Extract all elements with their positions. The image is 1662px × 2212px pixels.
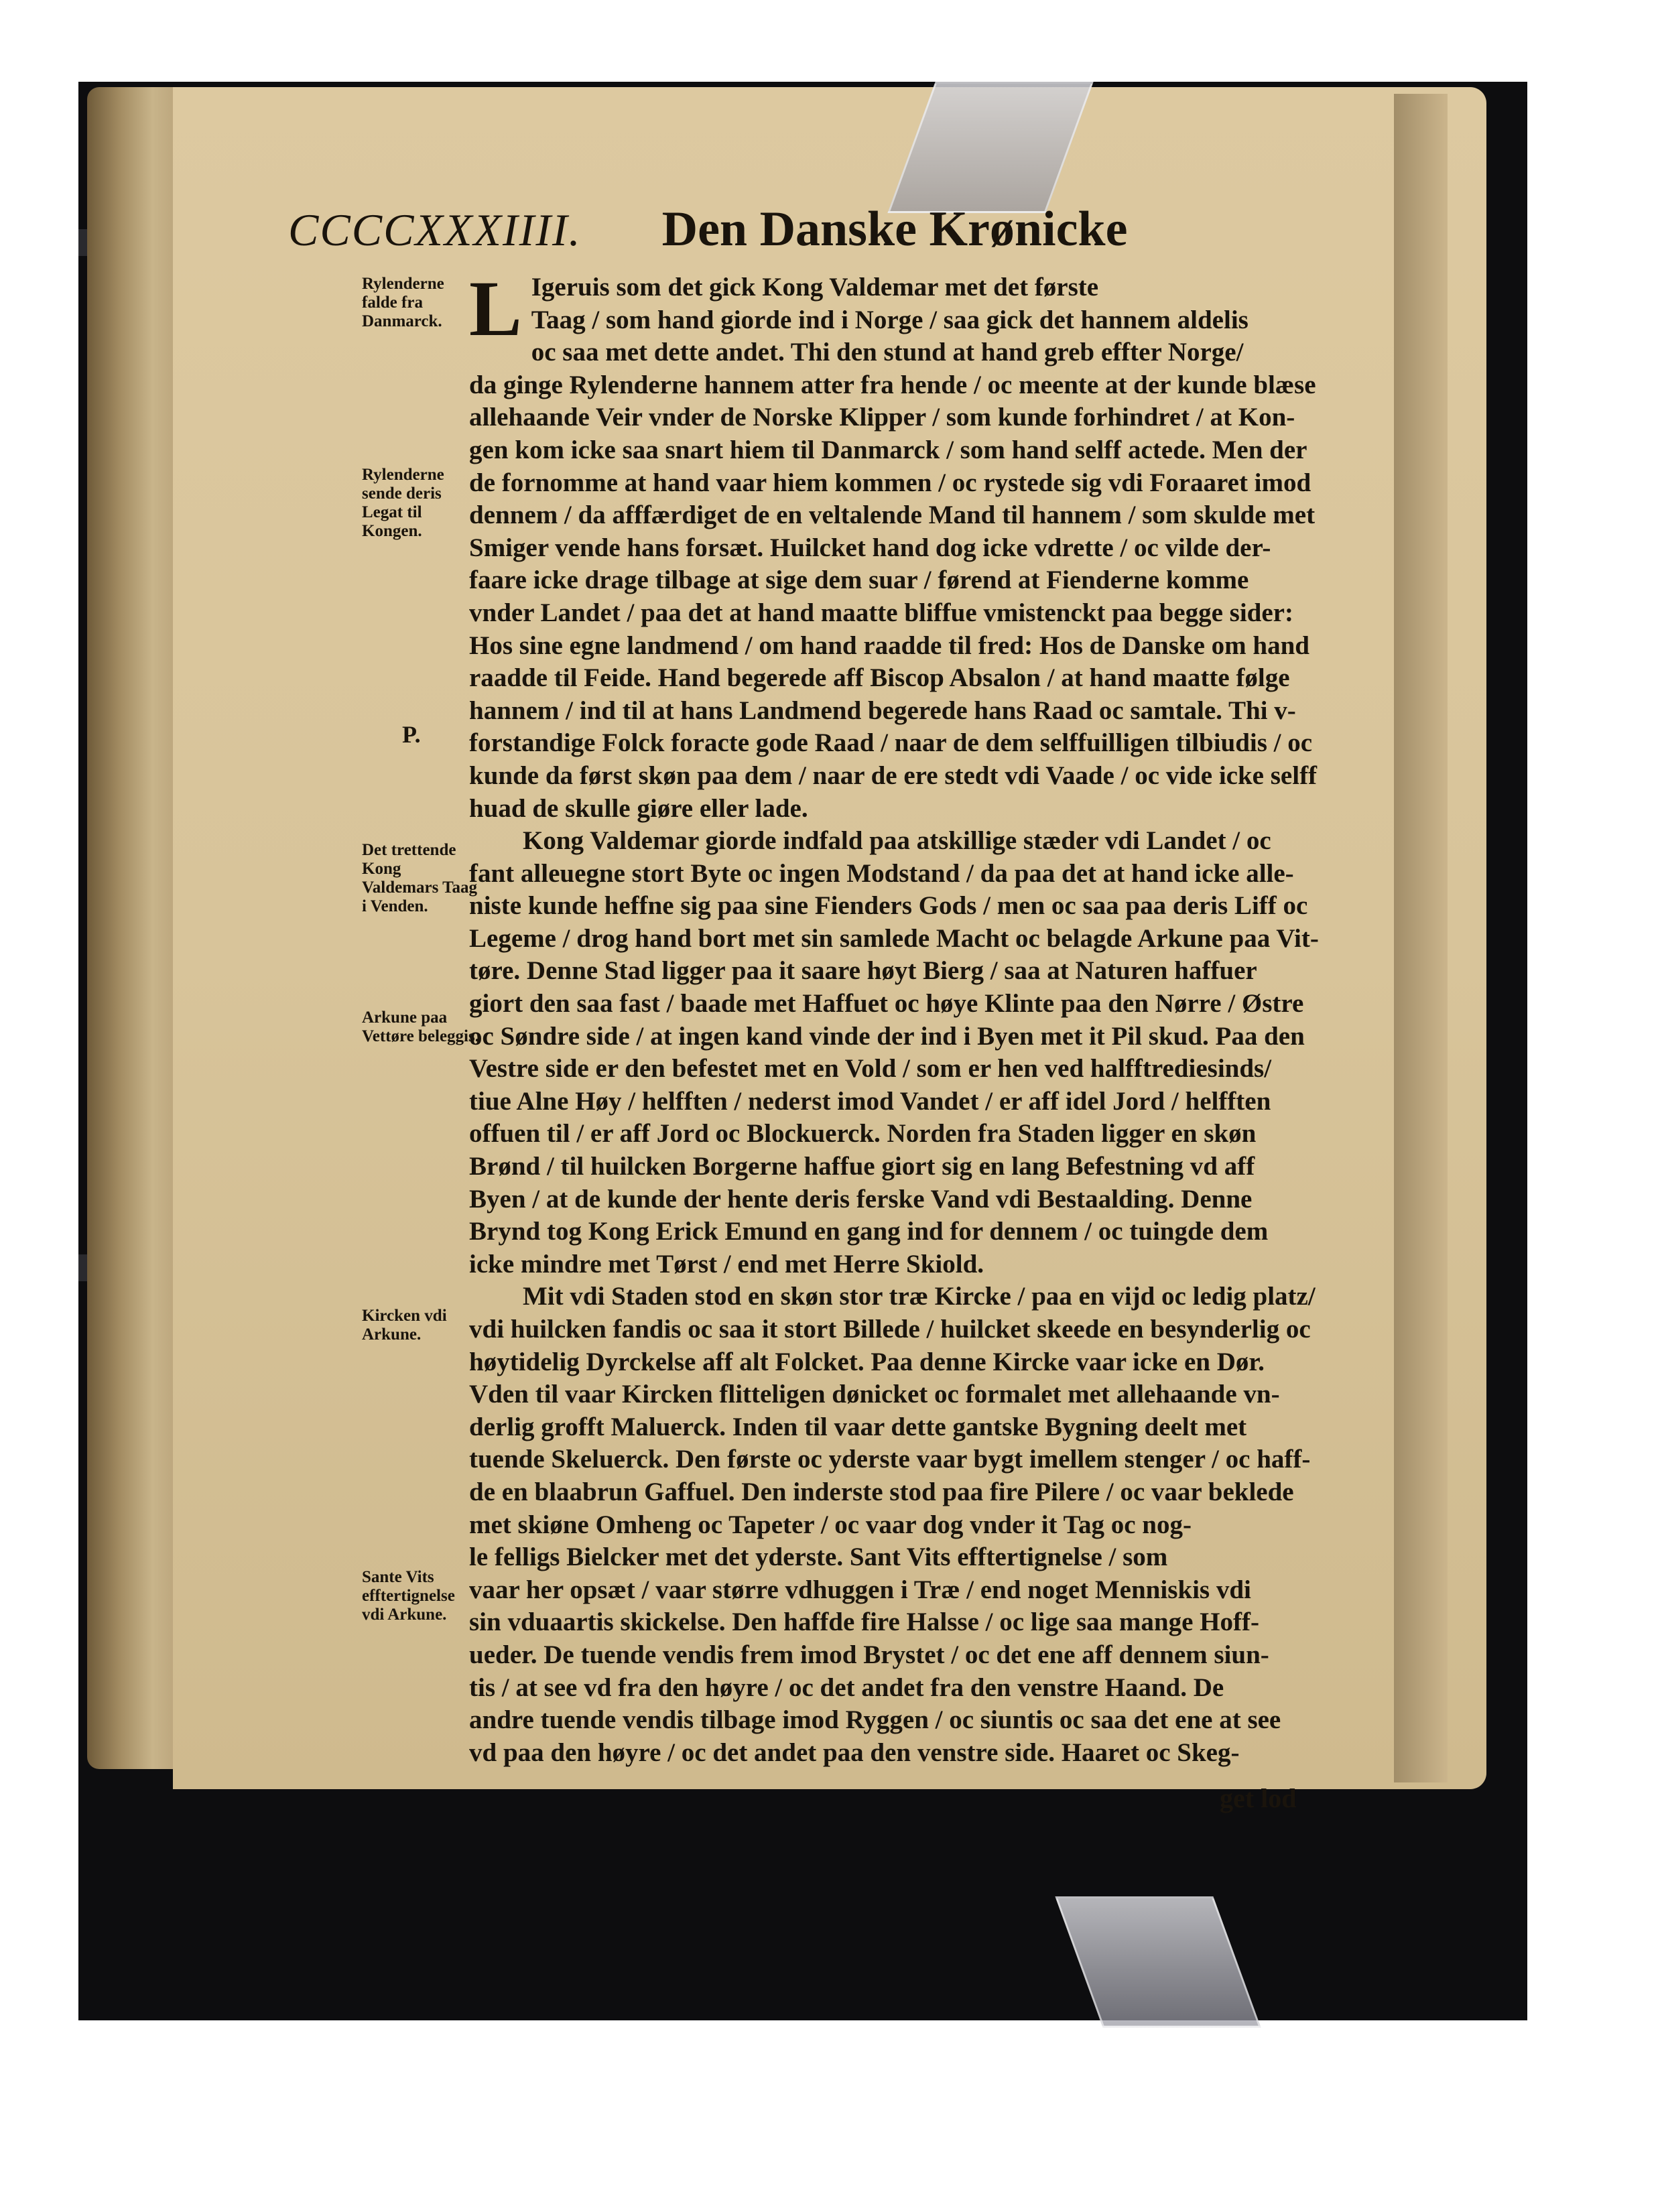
margin-note: Sante Vits efftertignelse vdi Arkune. [362,1568,455,1624]
text-line: de fornomme at hand vaar hiem kommen / oc rystede sig vdi Foraaret imod [469,468,1312,497]
margin-note: Det trettende Kong Valdemars Taag i Venden. [362,841,478,915]
text-line: Vestre side er den befestet met en Vold / som er hen ved halfftrediesinds/ [469,1054,1272,1084]
credits-line: Early European Books, Copyright © 2010 ProQuest LLC. [119,2039,440,2053]
text-line: andre tuende vendis tilbage imod Ryggen / oc siuntis oc saa det ene at see [469,1705,1281,1735]
text-line: sin vduaartis skickelse. Den haffde fire Halsse / oc lige saa mange Hoff- [469,1608,1259,1637]
text-line: huad de skulle giøre eller lade. [469,793,808,823]
text-line: tiue Alne Høy / helfften / nederst imod Vandet / er aff idel Jord / helfften [469,1086,1271,1116]
text-line: oc saa met dette andet. Thi den stund at hand greb effter Norge/ [531,338,1244,367]
text-line: kunde da først skøn paa dem / naar de ere stedt vdi Vaade / oc vide icke selff [469,761,1318,790]
text-line: derlig grofft Maluerck. Inden til vaar dette gantske Bygning deelt met [469,1412,1247,1441]
text-line: ueder. De tuende vendis frem imod Brystet / oc det ene aff dennem siun- [469,1640,1269,1669]
body-text [469,265,1340,1769]
text-line: gen kom icke saa snart hiem til Danmarck / som hand selff actede. Men der [469,435,1307,464]
text-line: Legeme / drog hand bort met sin samlede Macht oc belagde Arkune paa Vit- [469,923,1319,953]
text-line: Byen / at de kunde der hente deris ferske Vand vdi Bestaalding. Denne [469,1184,1253,1214]
text-line: le felligs Bielcker met det yderste. Sant Vits efftertignelse / som [469,1543,1168,1572]
credits-line: Images reproduced by courtesy of the Royal Library, Copenhagen. [119,2058,495,2072]
book-edge [87,87,181,1769]
margin-note: Rylenderne falde fra Danmarck. [362,275,444,330]
text-line: Hos sine egne landmend / om hand raadde til fred: Hos de Danske om hand [469,631,1309,660]
text-line: raadde til Feide. Hand begerede aff Biscop Absalon / at hand maatte følge [469,663,1290,693]
text-line: offuen til / er aff Jord oc Blockuerck. Norden fra Staden ligger en skøn [469,1119,1257,1149]
text-line: oc Søndre side / at ingen kand vinde der ind i Byen met it Pil skud. Paa den [469,1021,1305,1051]
facing-page-edge [1394,94,1448,1782]
text-line: Brynd tog Kong Erick Emund en gang ind for dennem / oc tuingde dem [469,1217,1269,1246]
folio-number: CCCCXXXIIII. [288,204,582,255]
margin-note: Arkune paa Vettøre beleggis. [362,1009,479,1045]
running-title: Den Danske Krønicke [661,202,1128,257]
text-line: de en blaabrun Gaffuel. Den inderste stod paa fire Pilere / oc vaar beklede [469,1477,1294,1506]
drop-cap: L [469,265,522,352]
margin-note: Kircken vdi Arkune. [362,1307,447,1344]
text-line: Kong Valdemar giorde indfald paa atskillige stæder vdi Landet / oc [523,826,1271,856]
text-line: vdi huilcken fandis oc saa it stort Billede / huilcket skeede en besynderlig oc [469,1315,1311,1344]
text-line: vnder Landet / paa det at hand maatte bliffue vmistenckt paa begge sider: [469,598,1293,627]
text-line: Igeruis som det gick Kong Valdemar met det første [531,273,1099,302]
running-head [288,201,1159,268]
text-line: allehaande Veir vnder de Norske Klipper / som kunde forhindret / at Kon- [469,403,1295,432]
text-line: niste kunde heffne sig paa sine Fienders Gods / men oc saa paa deris Liff oc [469,891,1308,921]
margin-note: P. [402,721,421,748]
text-line: icke mindre met Tørst / end met Herre Skiold. [469,1249,984,1279]
margin-note: Rylenderne sende deris Legat til Kongen. [362,466,444,540]
text-line: Smiger vende hans forsæt. Huilcket hand dog icke vdrette / oc vilde der- [469,533,1271,562]
text-line: høytidelig Dyrckelse aff alt Folcket. Paa denne Kircke vaar icke en Dør. [469,1347,1265,1376]
catchword: get lod [1220,1783,1297,1813]
text-line: Brønd / til huilcken Borgerne haffue giort sig en lang Befestning vd aff [469,1152,1255,1181]
text-line: da ginge Rylenderne hannem atter fra hende / oc meente at der kunde blæse [469,370,1316,399]
text-line: hannem / ind til at hans Landmend begerede hans Raad oc samtale. Thi v- [469,696,1296,725]
text-line: Taag / som hand giorde ind i Norge / saa gick det hannem aldelis [531,305,1249,334]
text-line: vaar her opsæt / vaar større vdhuggen i Træ / end noget Menniskis vdi [469,1575,1251,1604]
text-line: Mit vdi Staden stod en skøn stor træ Kircke / paa en vijd oc ledig platz/ [523,1282,1316,1311]
text-line: met skiøne Omheng oc Tapeter / oc vaar dog vnder it Tag oc nog- [469,1510,1192,1539]
text-line: dennem / da afffærdiget de en veltalende Mand til hannem / som skulde met [469,501,1316,530]
credits-line: Vilh. Bruuns Samling (LN 1451 2° copy 5) [119,2077,355,2091]
credits-footer [119,2037,494,2093]
text-line: fant alleuegne stort Byte oc ingen Modstand / da paa det at hand icke alle- [469,858,1294,888]
text-line: tuende Skeluerck. Den første oc yderste vaar bygt imellem stenger / oc haff- [469,1445,1311,1474]
text-line: Vden til vaar Kircken flitteligen dønicket oc formalet met allehaande vn- [469,1380,1280,1409]
text-line: vd paa den høyre / oc det andet paa den venstre side. Haaret oc Skeg- [469,1738,1240,1767]
text-line: faare icke drage tilbage at sige dem suar / førend at Fienderne komme [469,566,1249,595]
text-line: forstandige Folck foracte gode Raad / naar de dem selffuilligen tilbiudis / oc [469,728,1313,758]
text-line: giort den saa fast / baade met Haffuet oc høye Klinte paa den Nørre / Østre [469,989,1304,1019]
text-line: tøre. Denne Stad ligger paa it saare høyt Bierg / saa at Naturen haffuer [469,956,1257,986]
text-line: tis / at see vd fra den høyre / oc det andet fra den venstre Haand. De [469,1673,1224,1702]
